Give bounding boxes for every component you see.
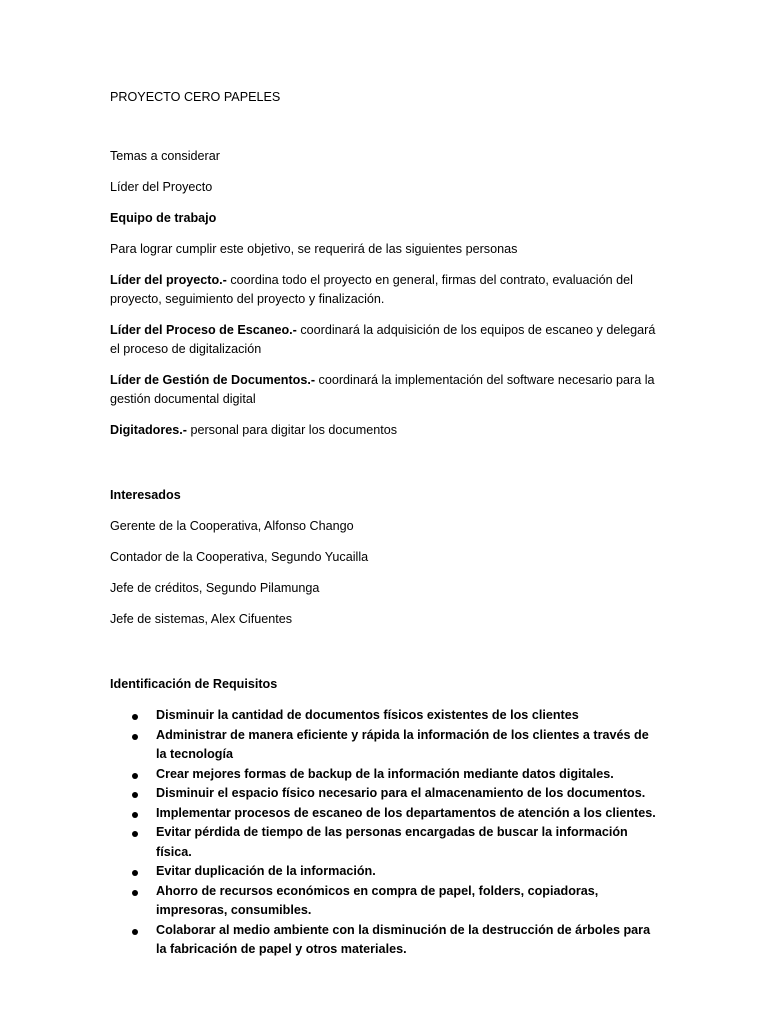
role-label: Líder del proyecto.- xyxy=(110,273,227,287)
role-description: coordinará la adquisición de los equipos de escaneo y delegará el proceso de digitalización xyxy=(110,323,656,356)
bullet-icon xyxy=(132,714,138,720)
requirement-text: Evitar duplicación de la información. xyxy=(156,864,376,878)
section-spacer xyxy=(110,641,658,675)
stakeholder-item: Contador de la Cooperativa, Segundo Yucailla xyxy=(110,550,369,564)
bullet-icon xyxy=(132,792,138,798)
team-heading: Equipo de trabajo xyxy=(110,211,217,225)
stakeholder-item: Jefe de créditos, Segundo Pilamunga xyxy=(110,581,320,595)
requirement-text: Disminuir la cantidad de documentos físicos existentes de los clientes xyxy=(156,708,579,722)
role-description: coordina todo el proyecto en general, firmas del contrato, evaluación del proyecto, seguimiento del proyecto y finalización. xyxy=(110,273,633,306)
document-body xyxy=(110,88,658,960)
requirement-item xyxy=(110,804,658,824)
requirement-item xyxy=(110,862,658,882)
leader-heading: Líder del Proyecto xyxy=(110,180,213,194)
role-label: Digitadores.- xyxy=(110,423,187,437)
topics-heading: Temas a considerar xyxy=(110,149,220,163)
requirement-text: Crear mejores formas de backup de la información mediante datos digitales. xyxy=(156,766,614,781)
bullet-icon xyxy=(132,734,138,740)
requirement-item xyxy=(110,823,658,862)
team-intro: Para lograr cumplir este objetivo, se requerirá de las siguientes personas xyxy=(110,242,518,256)
requirement-item xyxy=(110,784,658,804)
requirement-text: Administrar de manera eficiente y rápida la información de los clientes a través de la tecnología xyxy=(156,727,649,761)
role-description: personal para digitar los documentos xyxy=(186,423,398,437)
section-spacer xyxy=(110,452,658,486)
bullet-icon xyxy=(132,812,138,818)
document-title: PROYECTO CERO PAPELES xyxy=(110,90,281,104)
stakeholder-item: Jefe de sistemas, Alex Cifuentes xyxy=(110,612,293,626)
bullet-icon xyxy=(132,929,138,935)
requirement-text: Implementar procesos de escaneo de los departamentos de atención a los clientes. xyxy=(156,805,656,820)
role-label: Líder de Gestión de Documentos.- xyxy=(110,373,316,387)
requirements-list xyxy=(110,706,658,960)
requirement-text: Evitar pérdida de tiempo de las personas encargadas de buscar la información física. xyxy=(156,825,628,859)
requirement-text: Colaborar al medio ambiente con la disminución de la destrucción de árboles para la fabricación de papel y otros materiales. xyxy=(156,922,651,956)
bullet-icon xyxy=(132,890,138,896)
bullet-icon xyxy=(132,831,138,837)
bullet-icon xyxy=(132,773,138,779)
requirement-item xyxy=(110,921,658,960)
role-paragraph xyxy=(110,271,658,309)
requirement-text: Ahorro de recursos económicos en compra de papel, folders, copiadoras, impresoras, consumibles. xyxy=(156,883,599,917)
requirement-text: Disminuir el espacio físico necesario para el almacenamiento de los documentos. xyxy=(156,786,646,800)
requirement-item xyxy=(110,726,658,765)
bullet-icon xyxy=(132,870,138,876)
role-paragraph xyxy=(110,421,658,440)
stakeholder-item: Gerente de la Cooperativa, Alfonso Chango xyxy=(110,519,354,533)
role-paragraph xyxy=(110,321,658,359)
role-label: Líder del Proceso de Escaneo.- xyxy=(110,323,297,337)
requirement-item xyxy=(110,765,658,785)
role-paragraph xyxy=(110,371,658,409)
requirements-heading: Identificación de Requisitos xyxy=(110,677,278,691)
requirement-item xyxy=(110,706,658,726)
role-description: coordinará la implementación del software necesario para la gestión documental digital xyxy=(110,373,655,406)
stakeholders-heading: Interesados xyxy=(110,488,181,502)
requirement-item xyxy=(110,882,658,921)
